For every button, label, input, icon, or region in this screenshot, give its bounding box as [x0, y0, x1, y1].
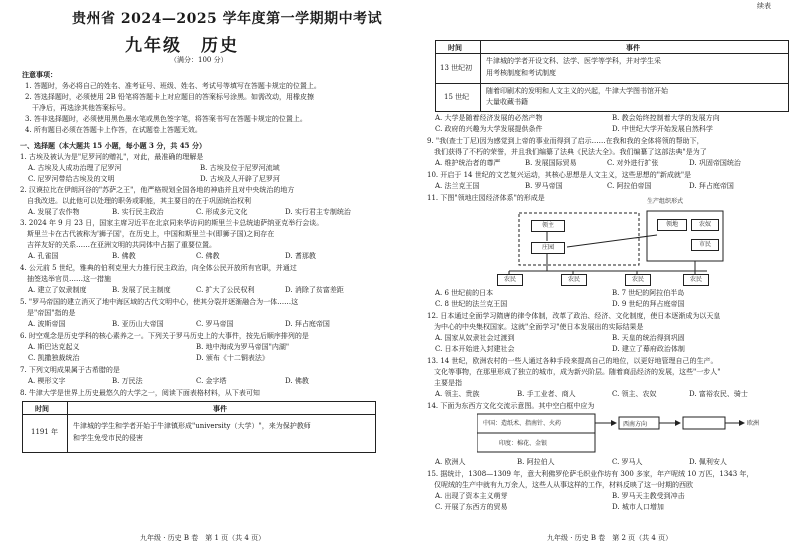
option: D. 建立了幕府政治体制 — [612, 345, 685, 353]
question-stem: 8. 牛津大学是世界上历史最悠久的大学之一，阅读下面表格材料，从下表可知 — [20, 389, 260, 397]
option: C. 罗马帝国 — [196, 320, 234, 328]
table-cell-time: 15 世纪 — [444, 93, 470, 101]
notice-item: 4. 所有题目必须在答题卡上作答，在试题卷上答题无效。 — [25, 126, 202, 134]
question-stem: 11. 下图"领地庄园经济体系"的形成是 — [427, 194, 545, 202]
option: D. 佛教 — [285, 377, 309, 385]
option: C. 罗马人 — [612, 458, 643, 466]
flow-source-india: 印度：棉花、金银 — [499, 440, 548, 447]
diagram-box-farmer: 农民 — [561, 274, 587, 286]
question-stem: 是"帝国"指的是 — [20, 309, 76, 317]
diagram-box-manor: 庄园 — [531, 242, 565, 254]
exam-subject: 九年级 历史 — [125, 36, 239, 56]
option: D. 巩固帝国统治 — [689, 159, 741, 167]
option: D. 实行君主专制统治 — [285, 208, 351, 216]
question-stem: 吉祥友好的关系……在亚洲文明的共同体中占据了重要位置。 — [20, 241, 216, 249]
option: A. 斯巴达克起义 — [28, 343, 80, 351]
question-stem: 仅呢绒的生产中就有九万余人，这些人从事这样的工作，材料反映了这一时期的西欧 — [427, 481, 693, 489]
option: A. 古埃及人成功治理了尼罗河 — [28, 164, 122, 172]
option: C. 8 世纪的法兰克王国 — [435, 300, 508, 308]
diagram-box-farmer: 农民 — [497, 274, 523, 286]
option: A. 国家从奴隶社会过渡到 — [435, 334, 515, 342]
question-stem: 1. 古埃及被认为是"尼罗河的赠礼"，对此，最准确的理解是 — [20, 153, 204, 161]
manor-diagram — [497, 198, 727, 285]
question-stem: 2. 汉谟拉比在伊朗河谷的"苏萨之王"，他严格规划全国各地的神庙并且对中央统治的地方 — [20, 186, 295, 194]
option: D. 城市人口增加 — [612, 503, 664, 511]
diagram-box-domain: 领地 — [657, 219, 687, 231]
flow-source-china: 中国：造纸术、指南针、火药 — [483, 420, 562, 427]
score-note: （满分：100 分） — [170, 56, 228, 64]
question-stem: 14. 下面为东西方文化交流示意图。其中空白框中应为 — [427, 402, 595, 410]
option: B. 发展国际贸易 — [525, 159, 577, 167]
question-stem: 15. 据统计，1308—1309 年，意大利佛罗伦萨毛织业作坊有 300 多家，年产呢绒 10 万匹，1343 年， — [427, 470, 754, 478]
table-cell-event: 大量收藏书籍 — [486, 98, 528, 106]
question-stem: 5. "罗马帝国的建立消灭了地中海区域的古代文明中心，使其分裂并逐渐融合为一体……这 — [20, 298, 299, 306]
table-cell-time: 13 世纪初 — [440, 64, 473, 72]
option: D. 富裕农民、骑士 — [689, 390, 748, 398]
option: B. 天皇的统治得到巩固 — [612, 334, 685, 342]
option: A. 出现了资本主义萌芽 — [435, 492, 508, 500]
option: B. 亚历山大帝国 — [112, 320, 164, 328]
option: C. 尼罗河带给古埃及的文明 — [28, 175, 115, 183]
option: D. 耆那教 — [285, 252, 316, 260]
table-cell-event: 和学生免受市民的侵害 — [73, 434, 143, 442]
option: C. 日本开始进入封建社会 — [435, 345, 515, 353]
notice-item: 1. 答题时，务必将自己的姓名、准考证号、班级、姓名、考试号等填写在答题卡规定的位置上。 — [25, 82, 321, 90]
option: D. 佩利安人 — [689, 458, 727, 466]
option: C. 形成多元文化 — [196, 208, 248, 216]
option: A. 建立了奴隶制度 — [28, 286, 87, 294]
table-header-event: 事件 — [213, 404, 227, 413]
option: D. 拜占庭帝国 — [285, 320, 330, 328]
table-cell-event: 牛津城的学生和学者开始于牛津镇形成"university（大学）"，来为保护教师 — [73, 422, 311, 430]
option: B. 实行民主政治 — [112, 208, 164, 216]
option: A. 发展了农作物 — [28, 208, 80, 216]
table-cell-event: 随着印刷术的发明和人文主义的兴起，牛津大学图书馆开始 — [486, 87, 668, 95]
exchange-flow-diagram — [477, 413, 760, 453]
option: C. 佛教 — [196, 252, 220, 260]
question-stem: 9. "我(查士丁尼)因为感觉到上帝的事业而得到了启示……在我和我的全体将领的帮助下， — [427, 137, 704, 145]
option: B. 7 世纪的阿拉伯半岛 — [612, 289, 685, 297]
option: B. 阿拉伯人 — [517, 458, 555, 466]
corner-tag: 续表 — [757, 2, 771, 10]
option: C. 开展了东西方的贸易 — [435, 503, 508, 511]
notice-item: 2. 答选择题时，必须使用 2B 铅笔将答题卡上对应题目的答案标号涂黑。如需改动，用橡皮擦 — [25, 93, 314, 101]
option: A. 法兰克王国 — [435, 182, 480, 190]
option: A. 波斯帝国 — [28, 320, 66, 328]
option: A. 欧洲人 — [435, 458, 466, 466]
flow-mid-box: 西南方向 — [623, 421, 648, 428]
flow-dest-europe: 欧洲 — [747, 420, 760, 427]
question-stem: 自我改进。以此他可以处理的职务或职能，其主要目的在于巩固统治权利 — [20, 197, 251, 205]
diagram-top-label: 生产组织形式 — [647, 198, 684, 205]
section-heading: 一、选择题（本大题共 15 小题，每小题 3 分，共 45 分） — [20, 141, 206, 150]
page-footer: 九年级 · 历史 B 卷 第 1 页（共 4 页） — [140, 534, 266, 542]
option: B. 手工业者、商人 — [517, 390, 576, 398]
page-footer: 九年级 · 历史 B 卷 第 2 页（共 4 页） — [547, 534, 673, 542]
option: D. 古埃及人开辟了尼罗河 — [200, 175, 280, 183]
option: C. 领主、农奴 — [612, 390, 657, 398]
question-stem: 主要是指 — [427, 379, 462, 387]
diagram-box-farmer: 农民 — [625, 274, 651, 286]
option: C. 阿拉伯帝国 — [607, 182, 652, 190]
table-header-event: 事件 — [626, 43, 640, 52]
notice-header: 注意事项： — [22, 70, 57, 79]
question-stem: 为中心的中央集权国家。这就"全面学习"使日本发展出的实际结果是 — [427, 323, 644, 331]
question-stem: 我们获得了不朽的荣誉，并且我们编纂了法典《民法大全》。我们编纂了这部法典"是为了 — [427, 148, 707, 156]
option: D. 9 世纪的拜占庭帝国 — [612, 300, 685, 308]
option: C. 扩大了公民权利 — [196, 286, 255, 294]
question-stem: 6. 时空观念是历史学科的核心素养之一。下列关于罗马历史上的大事件，按先后顺序排列的是 — [20, 332, 309, 340]
option: D. 拜占庭帝国 — [689, 182, 734, 190]
diagram-box-citizen: 市民 — [691, 239, 719, 251]
question-stem: 斯里兰卡在古代被称为'狮子国'，在历史上，中国和斯里兰卡(即狮子国)之间存在 — [20, 230, 275, 238]
option: B. 佛教 — [112, 252, 136, 260]
option: A. 楔形文字 — [28, 377, 66, 385]
option: B. 地中海成为罗马帝国"内湖" — [196, 343, 290, 351]
option: C. 金字塔 — [196, 377, 227, 385]
material-table-continued — [435, 40, 789, 112]
question-stem: 13. 14 世纪，欧洲农村的一些人通过各种手段来提高自己的地位，以更好地管理自己的生产。 — [427, 357, 718, 365]
table-header-time: 时间 — [448, 43, 462, 52]
option: A. 孔雀国 — [28, 252, 59, 260]
table-cell-event: 牛津城的学者开设文科、法学、医学等学科，并对学生采 — [486, 57, 661, 65]
diagram-box-serf: 农奴 — [691, 219, 719, 231]
option: B. 古埃及位于尼罗河流域 — [200, 164, 280, 172]
question-stem: 12. 日本通过全面学习隋唐的律令体制，改革了政治、经济、文化制度，使日本逐渐成为以天皇 — [427, 312, 721, 320]
notice-item: 干净后，再选涂其他答案标号。 — [25, 104, 130, 112]
diagram-box-lord: 领主 — [531, 220, 565, 232]
question-stem: 10. 开启于 14 世纪的文艺复兴运动，其核心思想是人文主义，这些思想的"新成就"是 — [427, 171, 692, 179]
option: B. 罗马天主教受到冲击 — [612, 492, 685, 500]
question-stem: 7. 下列文明成果属于古希腊的是 — [20, 366, 120, 374]
option: C. 凯撒独裁统治 — [28, 354, 80, 362]
table-cell-event: 用考核制度和考试制度 — [486, 69, 556, 77]
table-header-time: 时间 — [35, 404, 49, 413]
question-stem: 3. 2024 年 9 月 23 日，国家主席习近平在北京同来华访问的斯里兰卡总统迪萨纳亚克举行会谈。 — [20, 219, 324, 227]
option: A. 维护统治者的尊严 — [435, 159, 501, 167]
option: A. 领主、贵族 — [435, 390, 480, 398]
option: A. 大学是随着经济发展的必然产物 — [435, 114, 543, 122]
right-page — [397, 0, 794, 549]
diagram-box-farmer: 农民 — [683, 274, 709, 286]
option: B. 发展了民主制度 — [112, 286, 171, 294]
option: D. 中世纪大学开始发展自然科学 — [612, 125, 713, 133]
question-stem: 文化等事物，在那里形成了独立的城市，成为新兴阶层。随着商品经济的发展，这些"一步人" — [427, 368, 721, 376]
option: D. 颁布《十二铜表法》 — [196, 354, 269, 362]
option: B. 万民法 — [112, 377, 143, 385]
exam-title: 贵州省 2024—2025 学年度第一学期期中考试 — [72, 11, 383, 27]
question-stem: 抽签选举官员……这一措施 — [20, 275, 111, 283]
option: C. 对外进行扩张 — [607, 159, 659, 167]
notice-item: 3. 答非选择题时，必须使用黑色墨水笔或黑色签字笔，将答案书写在答题卡规定的位置上。 — [25, 115, 307, 123]
option: C. 政府的兴趣为大学发展提供条件 — [435, 125, 543, 133]
table-cell-time: 1191 年 — [31, 428, 59, 436]
option: B. 罗马帝国 — [525, 182, 563, 190]
option: D. 消除了贫富差距 — [285, 286, 344, 294]
option: A. 6 世纪前的日本 — [435, 289, 494, 297]
option: B. 教会始终控制着大学的发展方向 — [612, 114, 720, 122]
material-table — [22, 401, 376, 453]
question-stem: 4. 公元前 5 世纪，雅典的伯利克里大力推行民主政治，向全体公民开放所有官职，并通过 — [20, 264, 297, 272]
